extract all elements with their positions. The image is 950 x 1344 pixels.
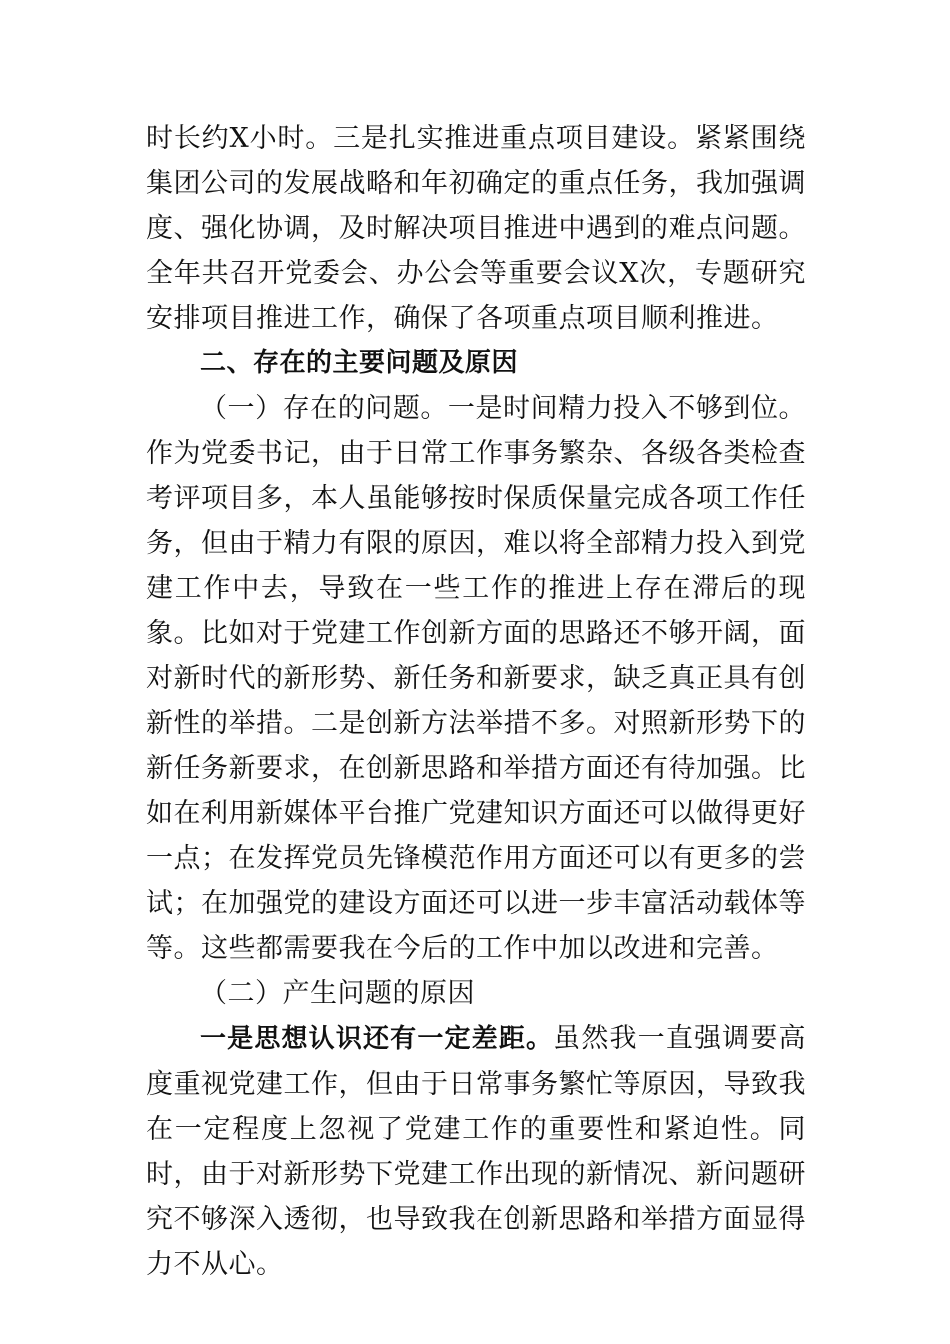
paragraph-body-text: 虽然我一直强调要高度重视党建工作，但由于日常事务繁忙等原因，导致我在一定程度上忽视了党建工作的重要性和紧迫性。同时，由于对新形势下党建工作出现的新情况、新问题研究不够深入透彻，也导致我在创新思路和举措方面显得力不从心。 (146, 1023, 806, 1280)
section-heading-problems: 二、存在的主要问题及原因 (200, 348, 519, 378)
paragraph-existing-problems: （一）存在的问题。一是时间精力投入不够到位。作为党委书记，由于日常工作事务繁杂、各级各类检查考评项目多，本人虽能够按时保质保量完成各项工作任务，但由于精力有限的原因，难以将全部精力投入到党建工作中去，导致在一些工作的推进上存在滞后的现象。比如对于党建工作创新方面的思路还不够开阔，面对新时代的新形势、新任务和新要求，缺乏真正具有创新性的举措。二是创新方法举措不多。对照新形势下的新任务新要求，在创新思路和举措方面还有待加强。比如在利用新媒体平台推广党建知识方面还可以做得更好一点；在发挥党员先锋模范作用方面还可以有更多的尝试；在加强党的建设方面还可以进一步丰富活动载体等等。这些都需要我在今后的工作中加以改进和完善。 (146, 393, 806, 964)
paragraph-ideological-gap (146, 1016, 806, 1287)
paragraph-lead-bold: 一是思想认识还有一定差距。 (200, 1024, 554, 1054)
document-body (146, 116, 806, 1287)
subheading-causes: （二）产生问题的原因 (200, 978, 475, 1009)
paragraph-project-construction: 时长约X小时。三是扎实推进重点项目建设。紧紧围绕集团公司的发展战略和年初确定的重点任务，我加强调度、强化协调，及时解决项目推进中遇到的难点问题。全年共召开党委会、办公会等重要会议X次，专题研究安排项目推进工作，确保了各项重点项目顺利推进。 (146, 123, 806, 334)
